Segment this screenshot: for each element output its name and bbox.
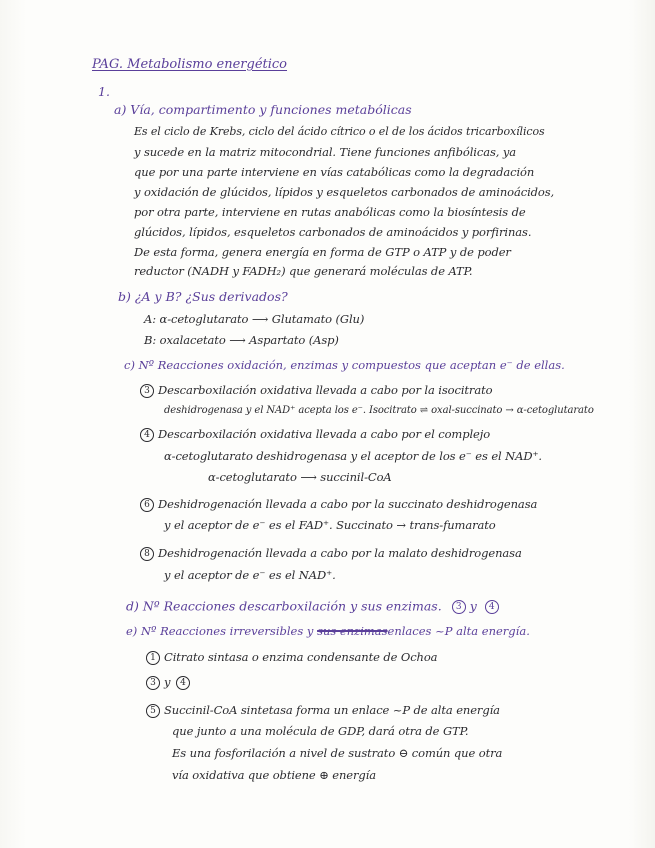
circled-number: 3 (452, 600, 466, 614)
struck-text: sus enzimas (317, 624, 388, 638)
section-c-heading: c) Nº Reacciones oxidación, enzimas y compuestos que aceptan e⁻ de ellas. (124, 358, 565, 372)
section-c-item-6-line-2: y el aceptor de e⁻ es el FAD⁺. Succinato → trans-fumarato (164, 518, 496, 532)
section-e-item-5-line-2: que junto a una molécula de GDP, dará otra de GTP. (172, 724, 469, 738)
item-text: Descarboxilación oxidativa llevada a cabo por el complejo (158, 427, 491, 441)
item-text: Deshidrogenación llevada a cabo por la malato deshidrogenasa (158, 546, 522, 560)
question-number: 1. (98, 84, 110, 99)
circled-number: 8 (140, 547, 154, 561)
section-a-line-5: por otra parte, interviene en rutas anabólicas como la biosíntesis de (134, 205, 526, 219)
circled-number: 4 (140, 428, 154, 442)
section-e-heading-end: enlaces ~P alta energía. (387, 624, 530, 638)
circled-number: 6 (140, 498, 154, 512)
item-text: Deshidrogenación llevada a cabo por la succinato deshidrogenasa (158, 497, 538, 511)
section-e-item-1 (146, 651, 437, 665)
section-c-item-8-line-2: y el aceptor de e⁻ es el NAD⁺. (164, 568, 336, 582)
conjunction: y (469, 598, 477, 614)
section-e-heading-row (126, 626, 530, 638)
section-a-heading: a) Vía, compartimento y funciones metabólicas (114, 102, 412, 117)
section-b-heading: b) ¿A y B? ¿Sus derivados? (118, 289, 288, 304)
section-a-line-1: Es el ciclo de Krebs, ciclo del ácido cítrico o el de los ácidos tricarboxílicos (134, 125, 545, 138)
section-a-line-8: reductor (NADH y FADH₂) que generará moléculas de ATP. (134, 264, 473, 278)
section-a-line-4: y oxidación de glúcidos, lípidos y esqueletos carbonados de aminoácidos, (134, 185, 555, 199)
section-c-item-4-line-3: α-cetoglutarato ⟶ succinil-CoA (208, 470, 392, 484)
item-text: Citrato sintasa o enzima condensante de Ochoa (164, 650, 438, 664)
section-c-item-4-line-2: α-cetoglutarato deshidrogenasa y el aceptor de los e⁻ es el NAD⁺. (164, 449, 542, 463)
conjunction: y (164, 675, 171, 689)
section-a-line-7: De esta forma, genera energía en forma de GTP o ATP y de poder (134, 245, 511, 259)
section-c-item-3-line-1 (140, 384, 492, 398)
section-b-line-2: B: oxalacetato ⟶ Aspartato (Asp) (144, 333, 339, 347)
section-c-item-3-line-2: deshidrogenasa y el NAD⁺ acepta los e⁻. Isocitrato ⇌ oxal-succinato → α-cetoglutarato (164, 405, 594, 416)
section-a-line-3: que por una parte interviene en vías catabólicas como la degradación (134, 165, 535, 179)
circled-number: 4 (176, 676, 190, 690)
circled-number: 1 (146, 651, 160, 665)
section-c-item-8-line-1 (140, 547, 522, 561)
section-e-heading: e) Nº Reacciones irreversibles y (126, 624, 314, 638)
section-e-item-5-line-4: vía oxidativa que obtiene ⊕ energía (172, 768, 376, 782)
section-e-item-5-line-1 (146, 704, 500, 718)
circled-number: 5 (146, 704, 160, 718)
section-c-item-6-line-1 (140, 498, 537, 512)
section-b-line-1: A: α-cetoglutarato ⟶ Glutamato (Glu) (144, 312, 365, 326)
circled-number: 4 (485, 600, 499, 614)
section-e-item-5-line-3: Es una fosforilación a nivel de sustrato ⊖ común que otra (172, 746, 503, 760)
page-title: PAG. Metabolismo energético (92, 57, 288, 72)
section-a-line-2: y sucede en la matriz mitocondrial. Tiene funciones anfibólicas, ya (134, 145, 517, 159)
section-d-heading: d) Nº Reacciones descarboxilación y sus enzimas. (126, 598, 442, 614)
circled-number: 3 (146, 676, 160, 690)
item-text: Succinil-CoA sintetasa forma un enlace ~P de alta energía (164, 703, 500, 717)
item-text: Descarboxilación oxidativa llevada a cabo por la isocitrato (158, 383, 493, 397)
circled-number: 3 (140, 384, 154, 398)
section-d-heading-row (126, 600, 503, 614)
section-a-line-6: glúcidos, lípidos, esqueletos carbonados de aminoácidos y porfirinas. (134, 225, 532, 239)
section-e-item-3-4 (146, 676, 194, 690)
section-c-item-4-line-1 (140, 428, 490, 442)
